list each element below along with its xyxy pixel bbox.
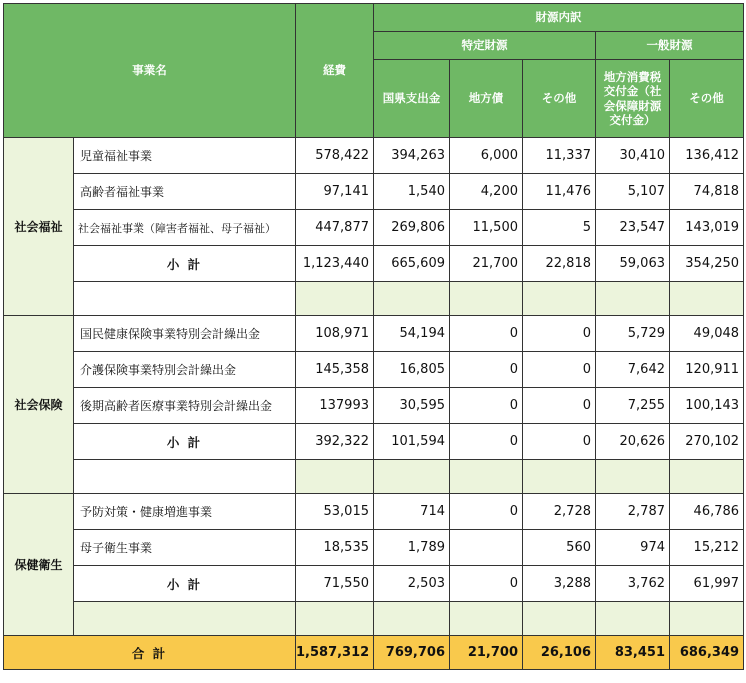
- subtotal-pref: 2,503: [374, 566, 450, 602]
- cell-gen-other: 15,212: [670, 530, 744, 566]
- cell-other: 560: [523, 530, 596, 566]
- row-name: 予防対策・健康増進事業: [74, 494, 296, 530]
- cell-cost: 447,877: [296, 210, 374, 246]
- spacer-row: [4, 282, 744, 316]
- total-cost: 1,587,312: [296, 636, 374, 670]
- cell-other: 11,476: [523, 174, 596, 210]
- cell-pref: 714: [374, 494, 450, 530]
- header-project-name: 事業名: [4, 4, 296, 138]
- subtotal-bond: 0: [450, 424, 523, 460]
- cell-bond: 6,000: [450, 138, 523, 174]
- cell-gen-other: 136,412: [670, 138, 744, 174]
- subtotal-label: 小 計: [74, 424, 296, 460]
- subtotal-tax: 3,762: [596, 566, 670, 602]
- cell-gen-other: 143,019: [670, 210, 744, 246]
- row-name: 母子衛生事業: [74, 530, 296, 566]
- cell-cost: 97,141: [296, 174, 374, 210]
- total-other: 26,106: [523, 636, 596, 670]
- subtotal-label: 小 計: [74, 566, 296, 602]
- header-cost: 経費: [296, 4, 374, 138]
- cell-other: 11,337: [523, 138, 596, 174]
- subtotal-pref: 101,594: [374, 424, 450, 460]
- cell-other: 0: [523, 388, 596, 424]
- subtotal-label: 小 計: [74, 246, 296, 282]
- group-label: 保健衛生: [4, 494, 74, 636]
- subtotal-other: 0: [523, 424, 596, 460]
- group-label: 社会福祉: [4, 138, 74, 316]
- subtotal-pref: 665,609: [374, 246, 450, 282]
- header-breakdown: 財源内訳: [374, 4, 744, 32]
- budget-table: [3, 3, 744, 670]
- spacer-row: [4, 602, 744, 636]
- cell-tax: 7,642: [596, 352, 670, 388]
- cell-gen-other: 74,818: [670, 174, 744, 210]
- subtotal-tax: 20,626: [596, 424, 670, 460]
- total-bond: 21,700: [450, 636, 523, 670]
- cell-gen-other: 100,143: [670, 388, 744, 424]
- cell-gen-other: 46,786: [670, 494, 744, 530]
- total-row: [4, 636, 744, 670]
- cell-other: 5: [523, 210, 596, 246]
- cell-tax: 23,547: [596, 210, 670, 246]
- cell-other: 2,728: [523, 494, 596, 530]
- cell-other: 0: [523, 316, 596, 352]
- cell-bond: 11,500: [450, 210, 523, 246]
- cell-other: 0: [523, 352, 596, 388]
- cell-pref: 1,789: [374, 530, 450, 566]
- total-tax: 83,451: [596, 636, 670, 670]
- cell-pref: 16,805: [374, 352, 450, 388]
- cell-tax: 7,255: [596, 388, 670, 424]
- subtotal-gen-other: 354,250: [670, 246, 744, 282]
- subtotal-tax: 59,063: [596, 246, 670, 282]
- subtotal-gen-other: 270,102: [670, 424, 744, 460]
- cell-tax: 974: [596, 530, 670, 566]
- cell-tax: 5,729: [596, 316, 670, 352]
- subtotal-gen-other: 61,997: [670, 566, 744, 602]
- cell-pref: 54,194: [374, 316, 450, 352]
- cell-cost: 145,358: [296, 352, 374, 388]
- row-name: 高齢者福祉事業: [74, 174, 296, 210]
- cell-pref: 30,595: [374, 388, 450, 424]
- cell-tax: 5,107: [596, 174, 670, 210]
- total-label: 合 計: [4, 636, 296, 670]
- row-name: 国民健康保険事業特別会計繰出金: [74, 316, 296, 352]
- subtotal-cost: 392,322: [296, 424, 374, 460]
- subtotal-other: 22,818: [523, 246, 596, 282]
- cell-cost: 137993: [296, 388, 374, 424]
- subtotal-cost: 1,123,440: [296, 246, 374, 282]
- header-general: 一般財源: [596, 32, 744, 60]
- header-local-bond: 地方債: [450, 60, 523, 138]
- cell-bond: 0: [450, 388, 523, 424]
- cell-bond: 0: [450, 316, 523, 352]
- cell-pref: 269,806: [374, 210, 450, 246]
- header-consumption-tax: 地方消費税交付金（社会保障財源交付金）: [596, 60, 670, 138]
- cell-gen-other: 120,911: [670, 352, 744, 388]
- header-specific: 特定財源: [374, 32, 596, 60]
- cell-pref: 1,540: [374, 174, 450, 210]
- group-label: 社会保険: [4, 316, 74, 494]
- cell-gen-other: 49,048: [670, 316, 744, 352]
- cell-cost: 18,535: [296, 530, 374, 566]
- cell-bond: [450, 530, 523, 566]
- total-gen-other: 686,349: [670, 636, 744, 670]
- total-pref: 769,706: [374, 636, 450, 670]
- cell-pref: 394,263: [374, 138, 450, 174]
- cell-bond: 4,200: [450, 174, 523, 210]
- cell-bond: 0: [450, 494, 523, 530]
- cell-cost: 578,422: [296, 138, 374, 174]
- cell-cost: 108,971: [296, 316, 374, 352]
- cell-tax: 2,787: [596, 494, 670, 530]
- row-name: 児童福祉事業: [74, 138, 296, 174]
- row-name: 介護保険事業特別会計繰出金: [74, 352, 296, 388]
- row-name: 社会福祉事業（障害者福祉、母子福祉）: [74, 210, 296, 246]
- cell-bond: 0: [450, 352, 523, 388]
- subtotal-cost: 71,550: [296, 566, 374, 602]
- header-prefectural: 国県支出金: [374, 60, 450, 138]
- cell-cost: 53,015: [296, 494, 374, 530]
- subtotal-bond: 0: [450, 566, 523, 602]
- subtotal-bond: 21,700: [450, 246, 523, 282]
- cell-tax: 30,410: [596, 138, 670, 174]
- header-other-general: その他: [670, 60, 744, 138]
- subtotal-other: 3,288: [523, 566, 596, 602]
- spacer-row: [4, 460, 744, 494]
- header-other: その他: [523, 60, 596, 138]
- row-name: 後期高齢者医療事業特別会計繰出金: [74, 388, 296, 424]
